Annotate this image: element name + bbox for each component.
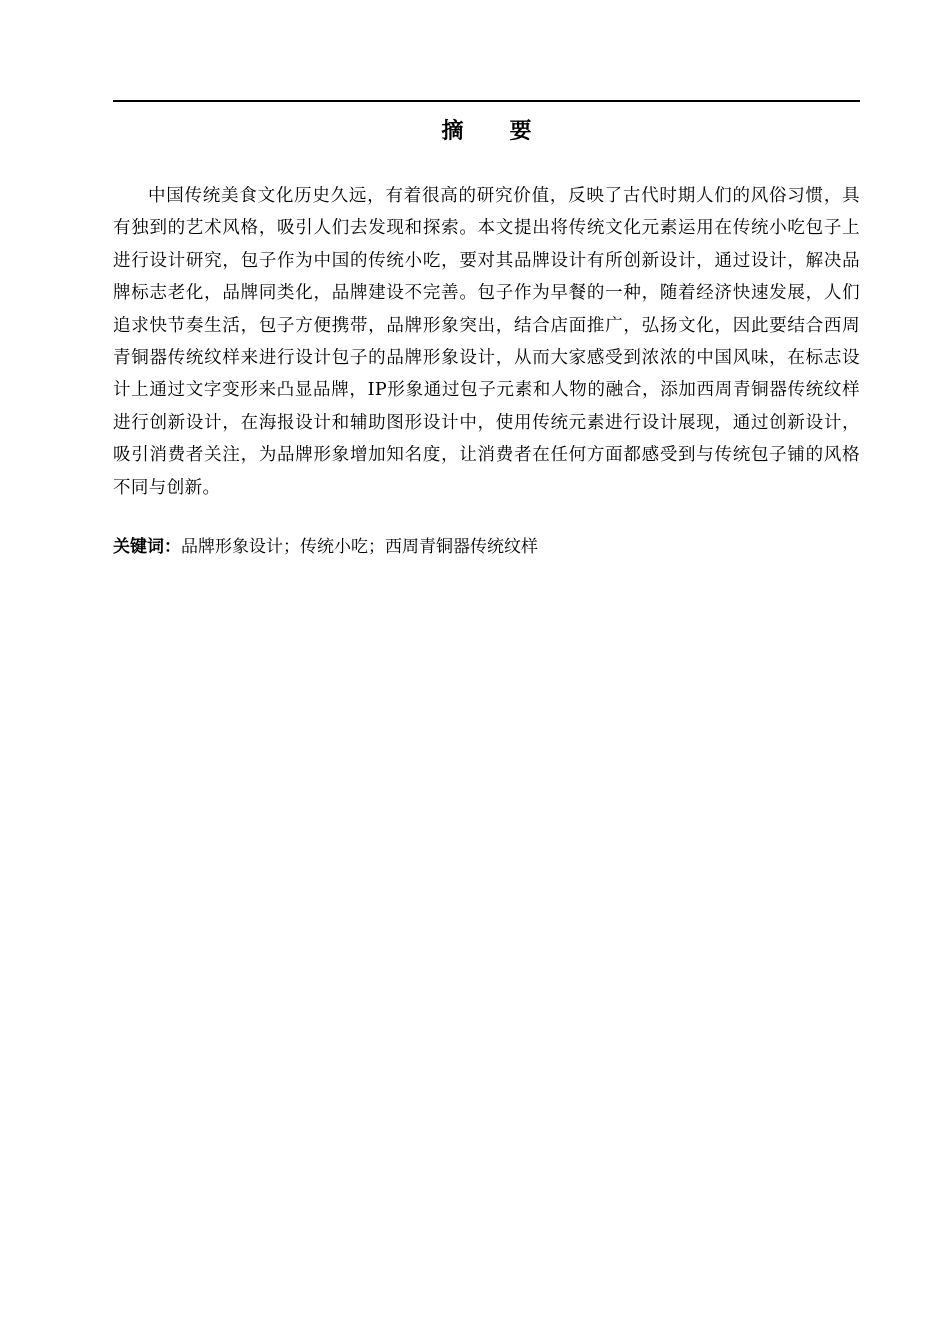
keywords-text: 品牌形象设计；传统小吃；西周青铜器传统纹样	[181, 537, 538, 557]
keywords-line	[113, 533, 860, 561]
header-rule	[113, 100, 860, 102]
abstract-title-char-1: 摘	[441, 119, 464, 144]
abstract-title	[113, 118, 860, 146]
abstract-body: 中国传统美食文化历史久远，有着很高的研究价值，反映了古代时期人们的风俗习惯，具有独到的艺术风格，吸引人们去发现和探索。本文提出将传统文化元素运用在传统小吃包子上进行设计研究，包子作为中国的传统小吃，要对其品牌设计有所创新设计，通过设计，解决品牌标志老化，品牌同类化，品牌建设不完善。包子作为早餐的一种，随着经济快速发展，人们追求快节奏生活，包子方便携带，品牌形象突出，结合店面推广，弘扬文化，因此要结合西周青铜器传统纹样来进行设计包子的品牌形象设计，从而大家感受到浓浓的中国风味，在标志设计上通过文字变形来凸显品牌，IP形象通过包子元素和人物的融合，添加西周青铜器传统纹样进行创新设计，在海报设计和辅助图形设计中，使用传统元素进行设计展现，通过创新设计，吸引消费者关注，为品牌形象增加知名度，让消费者在任何方面都感受到与传统包子铺的风格不同与创新。	[113, 186, 860, 498]
abstract-title-char-2: 要	[509, 119, 532, 144]
keywords-label: 关键词：	[113, 537, 181, 557]
